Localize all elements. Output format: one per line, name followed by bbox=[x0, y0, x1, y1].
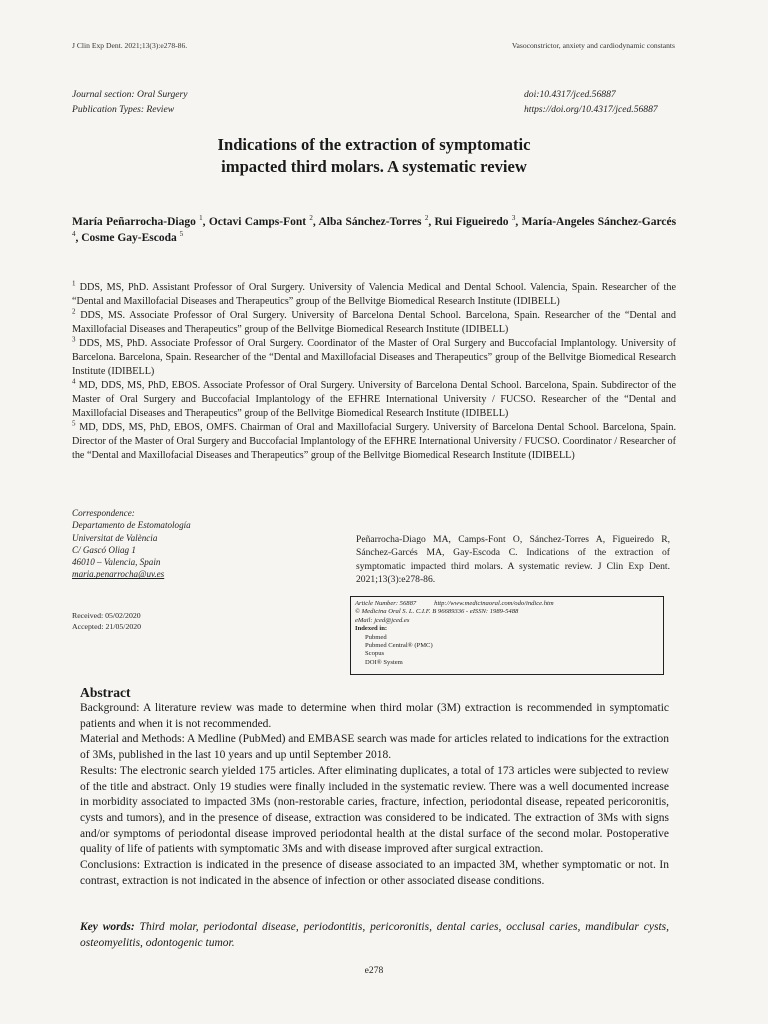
article-meta-right bbox=[524, 87, 658, 117]
title-line-1: Indications of the extraction of symptomatic bbox=[217, 135, 531, 154]
correspondence-block bbox=[72, 507, 191, 581]
affiliation-5: $^5$ MD, DDS, MS, PhD, EBOS, OMFS. Chairman of Oral and Maxillofacial Surgery. University of Barcelona Dental School. Barcelona, Spain. Director of the Master of Oral Surgery and Buccofacial Implantology of the EFHRE International University / FUCSO. Coordinator / Researcher of the “Dental and Maxillofacial Diseases and Therapeutics” group of the Bellvitge Biomedical Research Institute (IDIBELL) bbox=[72, 419, 677, 461]
doi: doi:10.4317/jced.56887 bbox=[524, 89, 616, 100]
correspondence-line: 46010 – Valencia, Spain bbox=[72, 557, 161, 568]
correspondence-label: Correspondence: bbox=[72, 508, 135, 518]
running-header-left: J Clin Exp Dent. 2021;13(3):e278-86. bbox=[72, 41, 188, 50]
abstract-conclusions: Conclusions: Extraction is indicated in the presence of disease associated to an impacted 3M, whether symptomatic or not. In contrast, extraction is not indicated in the absence of infection or other associated disease conditions. bbox=[80, 859, 669, 887]
article-meta-left bbox=[72, 87, 188, 117]
author: Octavi Camps-Font $^2$, bbox=[208, 214, 319, 228]
correspondence-line: Universitat de València bbox=[72, 532, 158, 543]
doi-link[interactable]: https://doi.org/10.4317/jced.56887 bbox=[524, 104, 658, 115]
journal-email[interactable]: eMail: jced@jced.es bbox=[355, 616, 410, 624]
abstract-heading: Abstract bbox=[80, 685, 131, 700]
article-number: Article Number: 56887 bbox=[355, 600, 417, 607]
affiliation-4: $^4$ MD, DDS, MS, PhD, EBOS. Associate Professor of Oral Surgery. University of Barcelona Dental School. Barcelona, Spain. Subdirector of the Master of Oral Surgery and Buccofacial Implantology of the EFHRE International University / FUCSO. Researcher of the “Dental and Maxillofacial Diseases and Therapeutics” group of the Bellvitge Biomedical Research Institute (IDIBELL) bbox=[72, 377, 676, 419]
author: Cosme Gay-Escoda $^5$ bbox=[81, 230, 184, 244]
indexed-item: DOI® System bbox=[365, 658, 403, 666]
journal-url[interactable]: http://www.medicinaoral.com/odo/indice.htm bbox=[434, 600, 554, 607]
author: Rui Figueiredo $^3$, bbox=[434, 214, 522, 228]
affiliation-list bbox=[72, 281, 676, 463]
journal-section: Journal section: Oral Surgery bbox=[72, 89, 188, 100]
indexed-item: Pubmed bbox=[365, 633, 387, 641]
article-dates bbox=[72, 611, 141, 633]
article-info-box bbox=[350, 596, 664, 675]
correspondence-email[interactable]: maria.penarrocha@uv.es bbox=[72, 569, 165, 580]
page-number: e278 bbox=[364, 965, 384, 976]
affiliation-1: $^1$ DDS, MS, PhD. Assistant Professor of Oral Surgery. University of Valencia Medical and Dental School. Valencia, Spain. Researcher of the “Dental and Maxillofacial Diseases and Therapeutics” group of the Bellvitge Biomedical Research Institute (IDIBELL) bbox=[72, 279, 677, 307]
abstract-section bbox=[80, 684, 669, 889]
citation-text: Peñarrocha-Diago MA, Camps-Font O, Sánchez-Torres A, Figueiredo R, Sánchez-Garcés MA, Gay-Escoda C. Indications of the extraction of symptomatic impacted third molars. A systematic review. J Clin Exp Dent. 2021;13(3):e278-86. bbox=[356, 534, 670, 585]
keywords-text: Third molar, periodontal disease, periodontitis, pericoronitis, dental caries, occlusal caries, mandibular cysts, osteomyelitis, odontogenic tumor. bbox=[80, 921, 669, 949]
publication-type: Publication Types: Review bbox=[72, 104, 175, 115]
author-list bbox=[72, 214, 676, 246]
correspondence-line: Departamento de Estomatología bbox=[72, 520, 191, 531]
abstract-methods: Material and Methods: A Medline (PubMed) and EMBASE search was made for articles related to indications for the extraction of 3Ms, published in the last 10 years and up until September 2018. bbox=[80, 733, 669, 762]
author: María-Angeles Sánchez-Garcés $^4$, bbox=[72, 216, 677, 244]
indexed-item: Pubmed Central® (PMC) bbox=[365, 642, 433, 650]
keywords-section bbox=[80, 920, 669, 951]
affiliation-3: $^3$ DDS, MS, PhD. Associate Professor of Oral Surgery. Coordinator of the Master of Oral Surgery and Buccofacial Implantology. University of Barcelona. Barcelona, Spain. Researcher of the “Dental and Maxillofacial Diseases and Therapeutics” group of the Bellvitge Biomedical Research Institute (IDIBELL) bbox=[72, 335, 677, 377]
affiliation-2: $^2$ DDS, MS. Associate Professor of Oral Surgery. University of Barcelona Dental School. Barcelona, Spain. Researcher of the “Dental and Maxillofacial Diseases and Therapeutics” group of the Bellvitge Biomedical Research Institute (IDIBELL) bbox=[72, 307, 676, 335]
indexed-item: Scopus bbox=[365, 650, 385, 658]
abstract-results: Results: The electronic search yielded 175 articles. After eliminating duplicates, a total of 173 articles were subjected to review of the title and abstract. Only 19 studies were finally included in the systematic review. There was a well documented increase in morbidity associated to impacted 3Ms (non-restorable caries, fracture, infection, periodontal disease, repeated pericoronitis, cysts and tumors), and in the presence of disease, extraction was considered to be indicated. The extraction of 3Ms with signs and/or symptoms of periodontal disease improved periodontal health at the distal surface of the second molar. Postoperative quality of life of patients with symptomatic 3Ms and with disease improved after surgical extraction. bbox=[80, 764, 669, 856]
indexed-label: Indexed in: bbox=[355, 625, 388, 633]
title-line-2: impacted third molars. A systematic review bbox=[221, 157, 527, 176]
copyright: © Medicina Oral S. L. C.I.F. B 96689336 - eISSN: 1989-5488 bbox=[355, 608, 519, 616]
article-title bbox=[72, 134, 676, 178]
author: Alba Sánchez-Torres $^2$, bbox=[318, 214, 435, 228]
accepted-date: Accepted: 21/05/2020 bbox=[72, 621, 142, 631]
correspondence-line: C/ Gascó Oliag 1 bbox=[72, 544, 136, 555]
author: María Peñarrocha-Diago $^1$, bbox=[72, 214, 209, 228]
running-header-right: Vasoconstrictor, anxiety and cardiodynamic constants bbox=[511, 41, 675, 50]
keywords-label: Key words: bbox=[80, 921, 135, 933]
received-date: Received: 05/02/2020 bbox=[72, 611, 141, 620]
abstract-background: Background: A literature review was made to determine when third molar (3M) extraction is recommended in symptomatic patients and when it is not recommended. bbox=[80, 702, 669, 730]
